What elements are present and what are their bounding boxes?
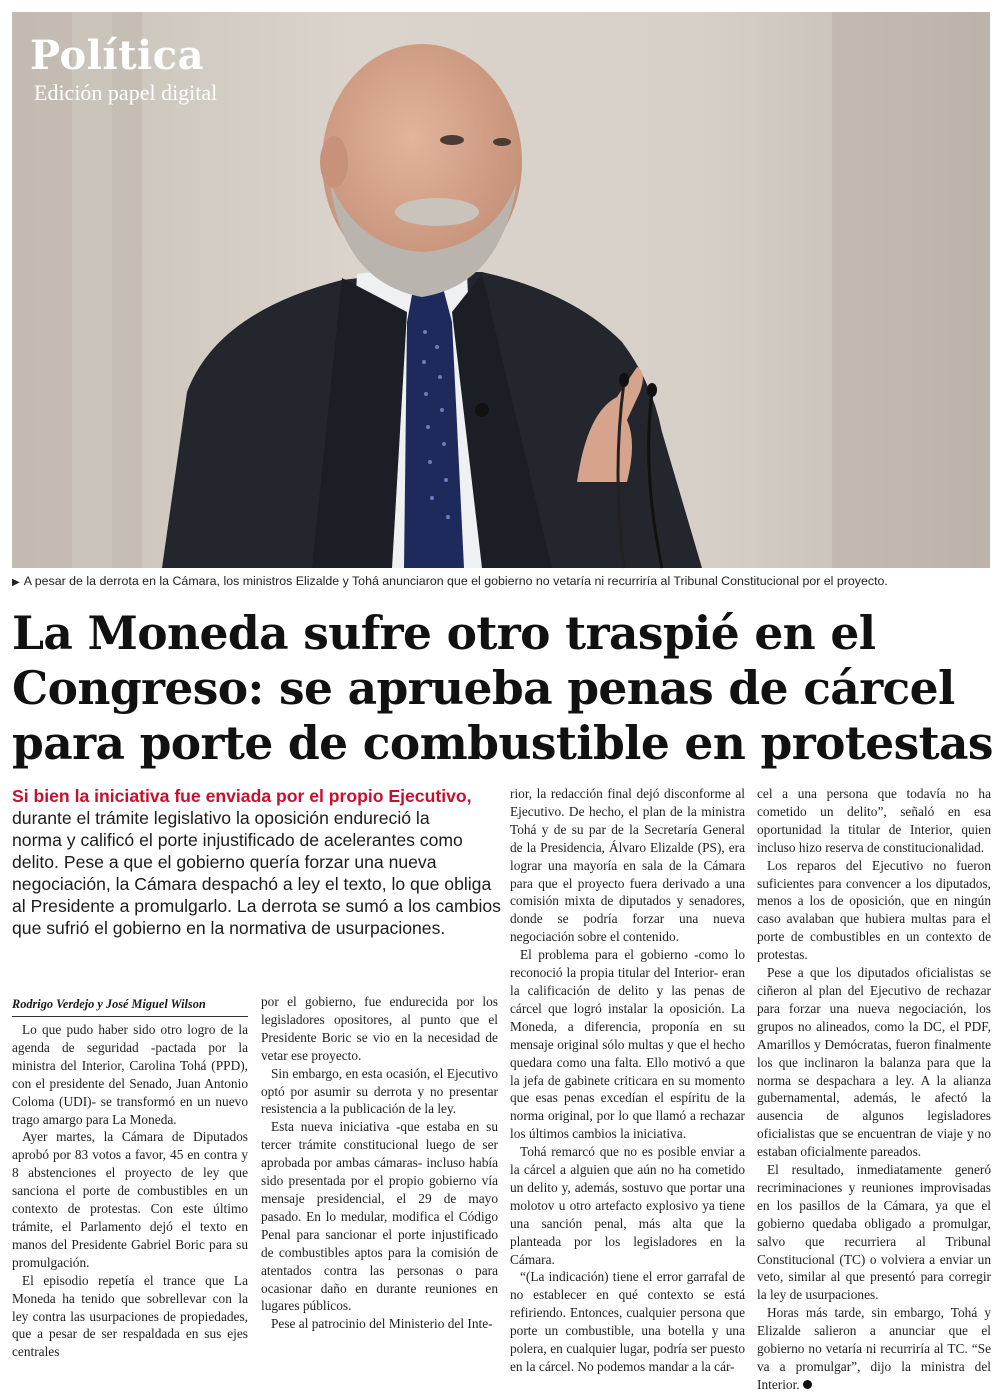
lead-line: negociación, la Cámara despachó a ley el texto, lo que obliga	[12, 874, 492, 894]
body-column-1	[12, 1021, 248, 1361]
body-paragraph-text: Horas más tarde, sin embargo, Tohá y Elizalde salieron a anunciar que el gobierno no vetaría ni recurriría al TC. “Se va a promulgar”, dijo la ministra del Interior.	[757, 1305, 991, 1392]
lead-line: delito. Pese a que el gobierno quería forzar una nueva	[12, 852, 437, 872]
headline-line: La Moneda sufre otro traspié en el	[12, 606, 876, 660]
body-column-3	[510, 785, 745, 1376]
body-paragraph: El problema para el gobierno -como lo reconoció la propia titular del Interior- eran la calificación de delito y las penas de cárcel que logró instalar la oposición. La Moneda, a diferencia, proponía en su mensaje original sólo multas y que el hecho quedara como una falta. Ello motivó a que la jefa de gabinete criticara en su momento que esas penas excedían el espíritu de la norma original, por lo que llamó a rechazar los últimos cambios la iniciativa.	[510, 947, 745, 1142]
body-paragraph-last	[757, 1304, 991, 1394]
body-paragraph: Tohá remarcó que no es posible enviar a la cárcel a alguien que aún no ha cometido un delito y, además, sostuvo que portar una molotov u otro artefacto explosivo ya tiene una sanción penal, más alta que la planteada por los legisladores en la Cámara.	[510, 1144, 745, 1267]
body-paragraph: Sin embargo, en esta ocasión, el Ejecutivo optó por asumir su derrota y no presentar resistencia a la publicación de la ley.	[261, 1065, 498, 1117]
body-column-4	[757, 785, 991, 1394]
section-subtitle: Edición papel digital	[34, 80, 218, 105]
body-paragraph: Los reparos del Ejecutivo no fueron suficientes para convencer a los diputados, menos a los de oposición, que en ningún caso avalaban que hubiera multas para el porte de combustibles en un contexto de protestas.	[757, 857, 991, 963]
headline-line: Congreso: se aprueba penas de cárcel	[12, 661, 955, 715]
body-paragraph: El resultado, inmediatamente generó recriminaciones y reuniones improvisadas en los pasillos de la Cámara, ya que el gobierno quedaba obligado a promulgar, salvo que recurriera al Tribunal Constitucional (TC) o volviera a enviar un veto, similar al que presentó para corregir la ley de usurpaciones.	[757, 1162, 991, 1303]
body-paragraph: Esta nueva iniciativa -que estaba en su tercer trámite constitucional luego de ser aprobada por ambas cámaras- incluso había sido presentada por el propio gobierno vía mensaje presidencial, el 29 de mayo pasado. En lo medular, modifica el Código Penal para sancionar el porte injustificado de combustibles aptos para la comisión de atentados contra las personas o para ocasionar daño en durante reuniones en lugares públicos.	[261, 1119, 498, 1314]
lead-line: norma y calificó el porte injustificado de acelerantes como	[12, 830, 463, 850]
article-photo	[12, 12, 990, 568]
body-column-2	[261, 993, 498, 1333]
byline: Rodrigo Verdejo y José Miguel Wilson	[12, 997, 248, 1017]
body-paragraph: “(La indicación) tiene el error garrafal de no establecer en qué contexto se está refiriendo. Entonces, cualquier persona que porte un combustible, una botella y una polera, en cualquier lugar, podría ser puesto en la cárcel. No podemos mandar a la cár-	[510, 1269, 745, 1374]
body-paragraph: rior, la redacción final dejó disconforme al Ejecutivo. De hecho, el plan de la ministra Tohá y de su par de la Secretaría General de la Presidencia, Álvaro Elizalde (PS), era lograr una mayoría en sala de la Cámara para que el proyecto fuera derivado a una comisión mixta de diputados y senadores, donde se podría forzar una nueva negociación sobre el contenido.	[510, 786, 745, 945]
caption-arrow-icon: ▶	[12, 577, 20, 588]
body-paragraph: El episodio repetía el trance que La Moneda ha tenido que sobrellevar con la ley contra las usurpaciones de propiedades, que a pesar de ser respaldada en sus ejes centrales	[12, 1272, 248, 1360]
body-paragraph: cel a una persona que todavía no ha cometido un delito”, señaló en esa oportunidad la titular de Interior, quien incluso hizo reserva de constitucionalidad.	[757, 786, 991, 855]
headline-line: para porte de combustible en protestas	[12, 716, 993, 770]
lead-paragraph	[12, 785, 500, 939]
body-paragraph: Lo que pudo haber sido otro logro de la agenda de seguridad -pactada por la ministra del Interior, Carolina Tohá (PPD), con el presidente del Senado, Juan Antonio Coloma (UDI)- se transformó en un nuevo trago amargo para La Moneda.	[12, 1022, 248, 1127]
body-paragraph: Ayer martes, la Cámara de Diputados aprobó por 83 votos a favor, 45 en contra y 8 abstenciones el proyecto de ley que sanciona el porte de combustibles en un contexto de protestas. Con este último trámite, el Parlamento dejó el texto en manos del Presidente Gabriel Boric para su promulgación.	[12, 1129, 248, 1270]
end-of-article-icon	[803, 1380, 812, 1389]
caption-text: A pesar de la derrota en la Cámara, los ministros Elizalde y Tohá anunciaron que el gobierno no vetaría ni recurriría al Tribunal Constitucional por el proyecto.	[23, 574, 888, 588]
lead-line: durante el trámite legislativo la oposición endureció la	[12, 808, 430, 828]
body-paragraph: por el gobierno, fue endurecida por los legisladores opositores, al punto que el Presidente Boric se vio en la necesidad de vetar ese proyecto.	[261, 994, 498, 1063]
lead-highlight: Si bien la iniciativa fue enviada por el propio Ejecutivo,	[12, 786, 472, 806]
section-title: Política	[30, 32, 205, 79]
lead-line: que sufrió el gobierno en la normativa de usurpaciones.	[12, 918, 446, 938]
headline	[12, 606, 992, 771]
lead-line: al Presidente a promulgarlo. La derrota se sumó a los cambios	[12, 896, 501, 916]
photo-caption	[12, 574, 990, 588]
body-paragraph: Pese a que los diputados oficialistas se ciñeron al plan del Ejecutivo de rechazar para forzar una nueva negociación, los grupos no alineados, como la DC, el PDF, Amarillos y Demócratas, fueron finalmente los que inclinaron la balanza para que la norma se despachara a ley. A la alianza gubernamental, además, le afectó la ausencia de algunos legisladores oficialistas que se encuentran de viaje y no estaban oficialmente pareados.	[757, 965, 991, 1160]
body-paragraph: Pese al patrocinio del Ministerio del Inte-	[271, 1316, 493, 1332]
